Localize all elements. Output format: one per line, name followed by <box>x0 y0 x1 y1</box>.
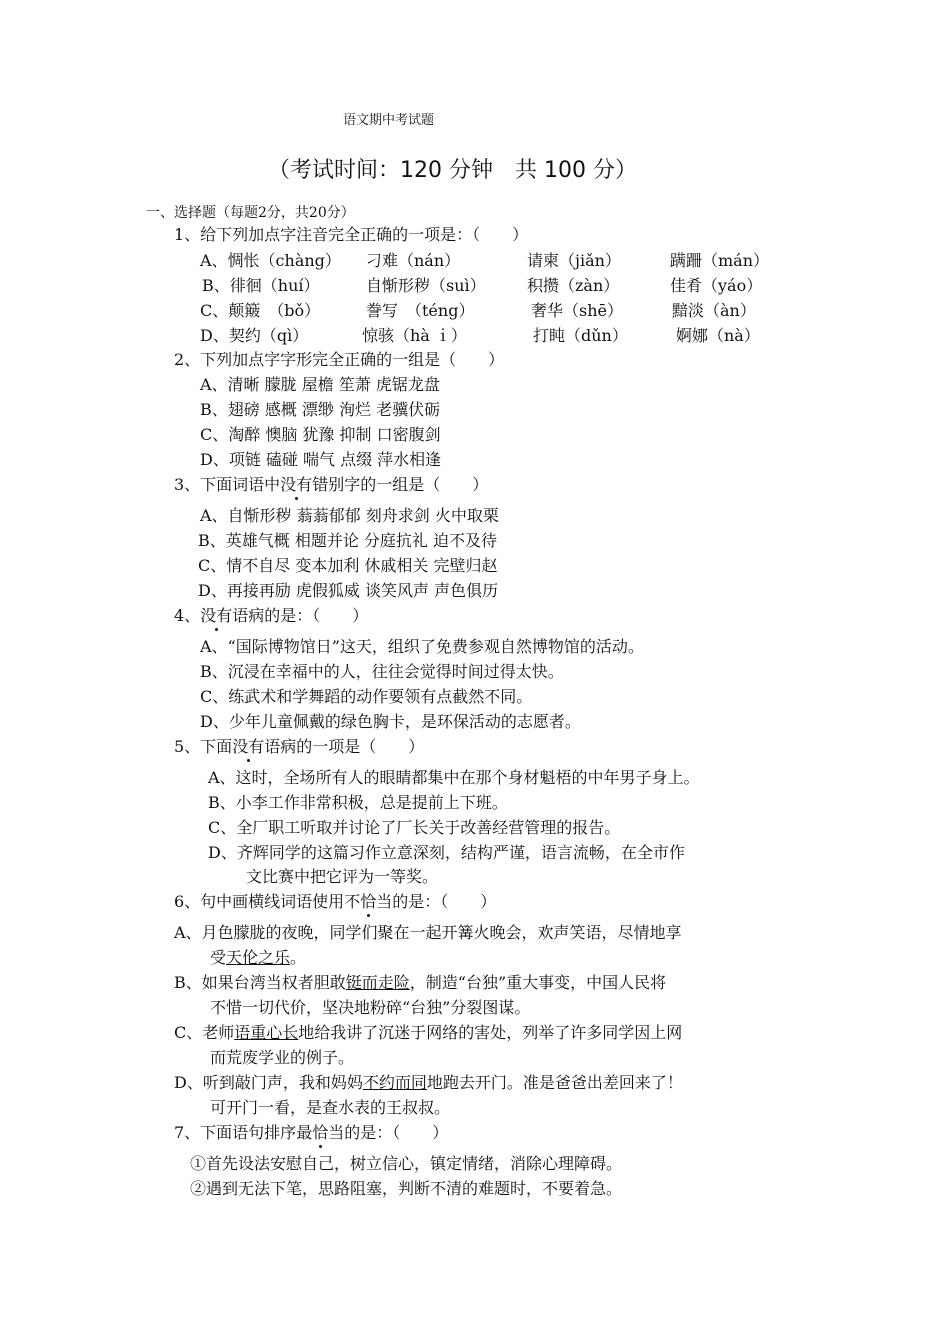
q3-option-d: D、再接再励 虎假狐威 谈笑风声 声色俱历 <box>198 581 499 600</box>
q1-c-3: 奢华（shē） <box>531 301 623 320</box>
q1-c-2: 誊写 （téng） <box>366 301 475 320</box>
question-3-stem: 3、下面词语中没有错别字的一组是（ ） <box>174 472 488 495</box>
q1-b-3: 积攒（zàn） <box>527 276 620 295</box>
q4-option-c: C、练武术和学舞蹈的动作要领有点截然不同。 <box>200 687 533 706</box>
q5-option-a: A、这时，全场所有人的眼睛都集中在那个身材魁梧的中年男子身上。 <box>208 768 700 787</box>
q1-d-1: D、契约（qì） <box>200 326 309 345</box>
emphasis-dot: 最恰当 <box>296 1120 344 1143</box>
q1-d-2: 惊骇（hà ｉ） <box>362 326 467 345</box>
q1-b-1: B、徘徊（huí） <box>202 276 320 295</box>
q3-option-b: B、英雄气概 相题并论 分庭抗礼 迫不及待 <box>198 531 498 550</box>
question-2-stem: 2、下列加点字字形完全正确的一组是（ ） <box>174 350 505 369</box>
exam-subtitle: （考试时间：120 分钟 共 100 分） <box>268 158 637 183</box>
q5-option-b: B、小李工作非常积极，总是提前上下班。 <box>208 793 508 812</box>
q2-option-d: D、项链 磕碰 喘气 点缀 萍水相逢 <box>200 450 442 469</box>
q1-b-2: 自惭形秽（suì） <box>366 276 486 295</box>
q2-option-c: C、淘醉 懊脑 犹豫 抑制 口密腹剑 <box>200 425 441 444</box>
underlined-phrase: 语重心长 <box>234 1023 299 1042</box>
underlined-phrase: 不约而同 <box>362 1073 427 1092</box>
q6-option-d: D、听到敲门声，我和妈妈不约而同地跑去开门。准是爸爸出差回来了！ <box>174 1073 683 1092</box>
q1-a-3: 请柬（jiǎn） <box>527 251 621 270</box>
emphasis-dot: 不恰当 <box>344 889 392 912</box>
question-5-stem: 5、下面没有语病的一项是（ ） <box>174 734 424 757</box>
question-4-stem: 4、没有语病的是：（ ） <box>174 603 368 626</box>
q2-option-b: B、翅磅 感概 漂缈 洵烂 老骥伏砺 <box>200 400 441 419</box>
q6-option-b: B、如果台湾当权者胆敢铤而走险，制造“台独”重大事变，中国人民将 <box>174 973 667 992</box>
q5-option-d: D、齐辉同学的这篇习作立意深刻，结构严谨，语言流畅，在全市作 <box>208 843 685 862</box>
underlined-phrase: 天伦之乐 <box>226 948 291 967</box>
question-6-stem: 6、句中画横线词语使用不恰当的是：（ ） <box>174 889 496 912</box>
q5-option-c: C、全厂职工听取并讨论了厂长关于改善经营管理的报告。 <box>208 818 621 837</box>
q7-item-1: ①首先设法安慰自己，树立信心，镇定情绪，消除心理障碍。 <box>190 1154 623 1173</box>
q4-option-b: B、沉浸在幸福中的人，往往会觉得时间过得太快。 <box>200 662 564 681</box>
q5-option-d-continued: 文比赛中把它评为一等奖。 <box>246 867 439 886</box>
q1-c-4: 黯淡（àn） <box>672 301 756 320</box>
q7-item-2: ②遇到无法下笔，思路阻塞，判断不清的难题时，不要着急。 <box>190 1179 623 1198</box>
q4-option-a: A、“国际博物馆日”这天，组织了免费参观自然博物馆的活动。 <box>200 637 644 656</box>
question-7-stem: 7、下面语句排序最恰当的是：（ ） <box>174 1120 448 1143</box>
section-heading: 一、选择题（每题2分，共20分） <box>146 205 355 221</box>
q1-a-4: 蹒跚（mán） <box>670 251 770 270</box>
q3-option-c: C、情不自尽 变本加利 休戚相关 完壁归赵 <box>198 556 498 575</box>
q6-option-a: A、月色朦胧的夜晚，同学们聚在一起开篝火晚会，欢声笑语，尽情地享 <box>174 923 682 942</box>
question-1-stem: 1、给下列加点字注音完全正确的一项是：（ ） <box>174 225 529 244</box>
q1-d-3: 打盹（dǔn） <box>533 326 628 345</box>
q6-option-b-continued: 不惜一切代价，坚决地粉碎“台独”分裂图谋。 <box>210 998 531 1017</box>
q4-option-d: D、少年儿童佩戴的绿色胸卡，是环保活动的志愿者。 <box>200 712 581 731</box>
underlined-phrase: 铤而走险 <box>345 973 410 992</box>
q6-option-c-continued: 而荒废学业的例子。 <box>210 1048 355 1067</box>
q6-option-c: C、老师语重心长地给我讲了沉迷于网络的害处，列举了许多同学因上网 <box>174 1023 683 1042</box>
q3-option-a: A、自惭形秽 蓊蓊郁郁 刻舟求剑 火中取栗 <box>200 506 499 525</box>
q1-a-1: A、惆怅（chàng） <box>200 251 341 270</box>
q1-a-2: 刁难（nán） <box>366 251 461 270</box>
q1-b-4: 佳肴（yáo） <box>670 276 763 295</box>
q1-c-1: C、颠簸 （bǒ） <box>200 301 321 320</box>
emphasis-dot: 没有 <box>232 734 264 757</box>
q1-d-4: 婀娜（nà） <box>676 326 760 345</box>
emphasis-dot: 没有 <box>280 472 312 495</box>
emphasis-dot: 没有 <box>200 603 232 626</box>
q2-option-a: A、清晰 朦胧 屋檐 笙萧 虎锯龙盘 <box>200 375 440 394</box>
q6-option-d-continued: 可开门一看，是查水表的王叔叔。 <box>210 1098 451 1117</box>
q6-option-a-continued: 受天伦之乐。 <box>210 948 307 967</box>
exam-title: 语文期中考试题 <box>343 113 435 128</box>
